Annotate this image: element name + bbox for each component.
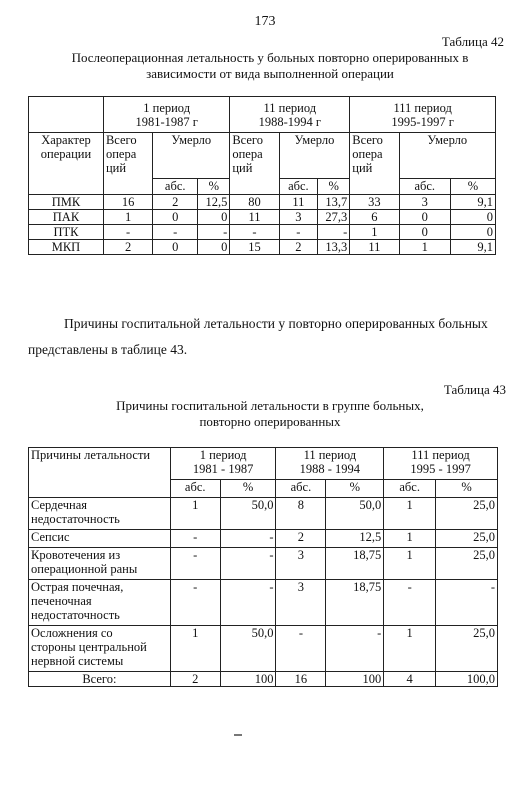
table-42-label: Таблица 42 bbox=[441, 34, 504, 49]
total-cell: 16 bbox=[276, 672, 326, 687]
abs-header: абс. bbox=[153, 179, 198, 195]
table-row bbox=[29, 626, 498, 672]
table-cell: 1 bbox=[170, 626, 220, 672]
table-cell: - bbox=[279, 225, 318, 240]
total-cell: 4 bbox=[384, 672, 436, 687]
header-text: Характер bbox=[41, 133, 91, 147]
cause-line: операционной раны bbox=[31, 562, 138, 576]
cause-name bbox=[29, 530, 171, 548]
cause-line: Осложнения со bbox=[31, 626, 113, 640]
cause-line: нервной системы bbox=[31, 654, 124, 668]
pct-header: % bbox=[220, 480, 276, 498]
table-cell: 33 bbox=[350, 195, 399, 210]
table-42-title bbox=[20, 50, 520, 82]
period-years: 1995 - 1997 bbox=[410, 462, 471, 476]
table-cell: 2 bbox=[276, 530, 326, 548]
empty-cell bbox=[29, 97, 104, 133]
header-text: Всего bbox=[352, 133, 383, 147]
table-cell: 1 bbox=[384, 626, 436, 672]
period-name: 111 период bbox=[393, 100, 452, 115]
table-cell: 25,0 bbox=[436, 498, 498, 530]
table-cell: 15 bbox=[230, 240, 279, 255]
table-cell: - bbox=[318, 225, 350, 240]
table-cell: 16 bbox=[103, 195, 152, 210]
cause-line: Сепсис bbox=[31, 530, 70, 544]
pct-header: % bbox=[326, 480, 384, 498]
table-cell: 1 bbox=[384, 548, 436, 580]
cause-name bbox=[29, 548, 171, 580]
total-row bbox=[29, 672, 498, 687]
table-cell: 80 bbox=[230, 195, 279, 210]
table-cell: 18,75 bbox=[326, 580, 384, 626]
table-cell: - bbox=[220, 548, 276, 580]
table-cell: 0 bbox=[153, 210, 198, 225]
table-cell: 11 bbox=[230, 210, 279, 225]
period-header bbox=[170, 448, 276, 480]
table-42-title-line2: зависимости от вида выполненной операции bbox=[146, 66, 394, 81]
table-row bbox=[29, 240, 496, 255]
table-cell: 3 bbox=[399, 195, 450, 210]
table-cell: - bbox=[276, 626, 326, 672]
table-row bbox=[29, 548, 498, 580]
header-text: опера bbox=[105, 147, 137, 161]
period-name: 111 период bbox=[411, 448, 470, 462]
table-cell: 1 bbox=[350, 225, 399, 240]
table-cell: - bbox=[170, 580, 220, 626]
table-cell: 2 bbox=[103, 240, 152, 255]
cause-line: Кровотечения из bbox=[31, 548, 121, 562]
table-cell: - bbox=[326, 626, 384, 672]
period-years: 1981-1987 г bbox=[135, 114, 198, 129]
period-header bbox=[276, 448, 384, 480]
table-row bbox=[29, 225, 496, 240]
total-label: Всего: bbox=[29, 672, 171, 687]
operation-header bbox=[29, 133, 104, 195]
table-cell: 3 bbox=[279, 210, 318, 225]
paragraph-line1: Причины госпитальной летальности у повторно оперированных больных bbox=[64, 316, 488, 331]
total-header bbox=[350, 133, 399, 195]
died-header: Умерло bbox=[399, 133, 495, 179]
header-text: ций bbox=[352, 161, 373, 175]
abs-header: абс. bbox=[276, 480, 326, 498]
table-cell: 18,75 bbox=[326, 548, 384, 580]
period-name: 11 период bbox=[303, 448, 357, 462]
cause-line: недостаточность bbox=[31, 512, 120, 526]
period-years: 1988-1994 г bbox=[258, 114, 322, 129]
total-header bbox=[230, 133, 279, 195]
table-cell: 0 bbox=[198, 210, 230, 225]
cause-name bbox=[29, 626, 171, 672]
period-header bbox=[230, 97, 350, 133]
cause-name bbox=[29, 498, 171, 530]
header-text: Всего bbox=[232, 133, 263, 147]
table-cell: - bbox=[220, 530, 276, 548]
pct-header: % bbox=[450, 179, 495, 195]
table-cell: - bbox=[153, 225, 198, 240]
operation-name: МКП bbox=[29, 240, 104, 255]
table-cell: - bbox=[198, 225, 230, 240]
table-43 bbox=[28, 447, 498, 687]
cause-line: Острая почечная, bbox=[31, 580, 124, 594]
table-42-title-line1: Послеоперационная летальность у больных повторно оперированных в bbox=[71, 50, 469, 65]
period-header bbox=[103, 97, 229, 133]
table-cell: - bbox=[384, 580, 436, 626]
abs-header: абс. bbox=[384, 480, 436, 498]
period-name: 1 период bbox=[199, 448, 247, 462]
table-cell: 27,3 bbox=[318, 210, 350, 225]
died-header: Умерло bbox=[153, 133, 230, 179]
table-cell: 9,1 bbox=[450, 240, 495, 255]
operation-name: ПМК bbox=[29, 195, 104, 210]
total-cell: 100 bbox=[220, 672, 276, 687]
cause-line: недостаточность bbox=[31, 608, 120, 622]
total-cell: 2 bbox=[170, 672, 220, 687]
operation-name: ПАК bbox=[29, 210, 104, 225]
table-cell: 6 bbox=[350, 210, 399, 225]
header-text: опера bbox=[232, 147, 263, 161]
table-cell: 25,0 bbox=[436, 530, 498, 548]
causes-header: Причины летальности bbox=[29, 448, 171, 498]
total-cell: 100 bbox=[326, 672, 384, 687]
paragraph-line2: представлены в таблице 43. bbox=[28, 342, 188, 357]
period-years: 1988 - 1994 bbox=[299, 462, 361, 476]
operation-name: ПТК bbox=[29, 225, 104, 240]
table-cell: 12,5 bbox=[326, 530, 384, 548]
cause-name bbox=[29, 580, 171, 626]
table-43-title bbox=[20, 398, 520, 430]
abs-header: абс. bbox=[279, 179, 318, 195]
period-header bbox=[384, 448, 498, 480]
header-text: операции bbox=[40, 147, 92, 161]
table-cell: - bbox=[230, 225, 279, 240]
pct-header: % bbox=[198, 179, 230, 195]
table-cell: 25,0 bbox=[436, 548, 498, 580]
table-cell: 12,5 bbox=[198, 195, 230, 210]
table-42-header-row bbox=[29, 133, 496, 179]
table-cell: 1 bbox=[170, 498, 220, 530]
table-42 bbox=[28, 96, 496, 255]
period-name: 11 период bbox=[263, 100, 317, 115]
total-header bbox=[103, 133, 152, 195]
table-cell: 0 bbox=[198, 240, 230, 255]
table-cell: - bbox=[436, 580, 498, 626]
table-cell: 0 bbox=[399, 225, 450, 240]
table-cell: 50,0 bbox=[326, 498, 384, 530]
table-cell: 50,0 bbox=[220, 498, 276, 530]
table-cell: 0 bbox=[153, 240, 198, 255]
table-cell: 1 bbox=[399, 240, 450, 255]
table-cell: 0 bbox=[450, 225, 495, 240]
page-number: 173 bbox=[254, 14, 276, 29]
header-text: ций bbox=[105, 161, 127, 175]
table-43-title-line1: Причины госпитальной летальности в группе больных, bbox=[116, 398, 424, 413]
table-43-title-line2: повторно оперированных bbox=[199, 414, 341, 429]
table-cell: 13,7 bbox=[318, 195, 350, 210]
table-cell: 2 bbox=[153, 195, 198, 210]
header-text: опера bbox=[352, 147, 383, 161]
abs-header: абс. bbox=[170, 480, 220, 498]
pct-header: % bbox=[436, 480, 498, 498]
table-cell: - bbox=[170, 548, 220, 580]
period-name: 1 период bbox=[143, 100, 191, 115]
table-row bbox=[29, 498, 498, 530]
period-years: 1981 - 1987 bbox=[192, 462, 254, 476]
table-cell: 0 bbox=[450, 210, 495, 225]
table-cell: - bbox=[170, 530, 220, 548]
table-43-label: Таблица 43 bbox=[443, 382, 506, 397]
table-cell: 8 bbox=[276, 498, 326, 530]
cause-line: стороны центральной bbox=[31, 640, 147, 654]
table-cell: 2 bbox=[279, 240, 318, 255]
period-years: 1995-1997 г bbox=[391, 114, 454, 129]
table-row bbox=[29, 195, 496, 210]
table-row bbox=[29, 530, 498, 548]
table-cell: 9,1 bbox=[450, 195, 495, 210]
abs-header: абс. bbox=[399, 179, 450, 195]
header-text: ций bbox=[232, 161, 253, 175]
table-cell: - bbox=[220, 580, 276, 626]
table-cell: 1 bbox=[384, 498, 436, 530]
table-43-header-row bbox=[29, 448, 498, 480]
period-header bbox=[350, 97, 496, 133]
table-cell: 11 bbox=[350, 240, 399, 255]
table-cell: 3 bbox=[276, 548, 326, 580]
table-42-period-row bbox=[29, 97, 496, 133]
table-cell: 25,0 bbox=[436, 626, 498, 672]
table-row bbox=[29, 210, 496, 225]
table-cell: - bbox=[103, 225, 152, 240]
table-cell: 0 bbox=[399, 210, 450, 225]
page-mark bbox=[234, 734, 242, 736]
table-cell: 1 bbox=[103, 210, 152, 225]
table-cell: 11 bbox=[279, 195, 318, 210]
cause-line: печеночная bbox=[31, 594, 92, 608]
table-cell: 13,3 bbox=[318, 240, 350, 255]
pct-header: % bbox=[318, 179, 350, 195]
header-text: Всего bbox=[105, 133, 137, 147]
table-row bbox=[29, 580, 498, 626]
cause-line: Сердечная bbox=[31, 498, 87, 512]
table-cell: 3 bbox=[276, 580, 326, 626]
table-cell: 1 bbox=[384, 530, 436, 548]
total-cell: 100,0 bbox=[436, 672, 498, 687]
table-cell: 50,0 bbox=[220, 626, 276, 672]
died-header: Умерло bbox=[279, 133, 350, 179]
